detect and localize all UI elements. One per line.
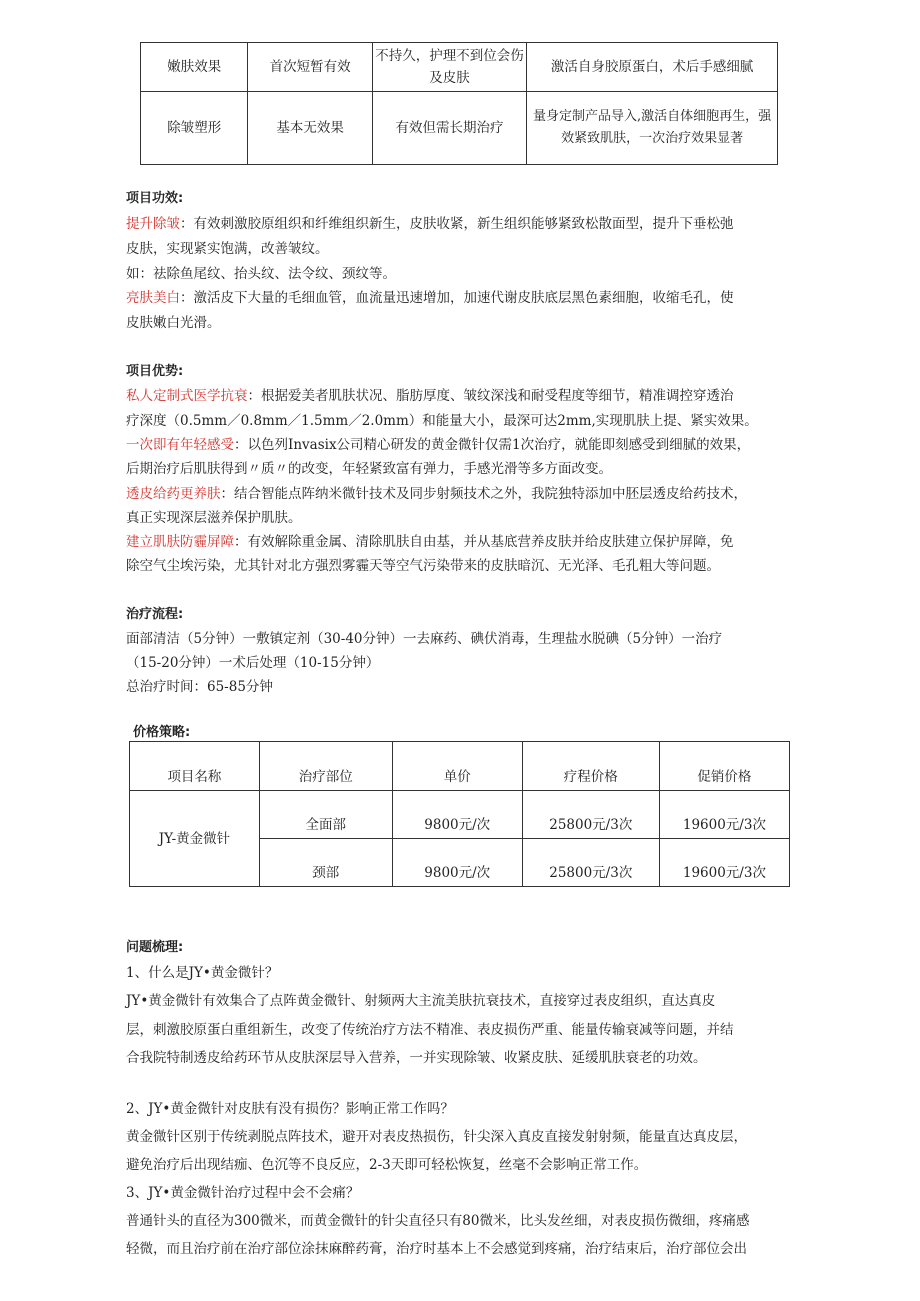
faq-heading: 问题梳理:	[126, 940, 184, 955]
table-cell: 全面部	[259, 791, 392, 839]
table-cell: 19600元/3次	[659, 791, 789, 839]
table-cell: 激活自身胶原蛋白，术后手感细腻	[527, 43, 778, 92]
advantage-label: 一次即有年轻感受	[126, 437, 234, 453]
faq-question: 2、JY•黄金微针对皮肤有没有损伤？影响正常工作吗？	[126, 1101, 454, 1117]
table-header-cell: 疗程价格	[522, 742, 659, 791]
efficacy-item-text: ：激活皮下大量的毛细血管，血流量迅速增加，加速代谢皮肤底层黑色素细胞，收缩毛孔，使	[180, 290, 734, 306]
table-cell: 颈部	[259, 839, 392, 887]
comparison-table	[140, 42, 778, 165]
table-row	[141, 43, 778, 92]
advantage-text-cont: 疗深度（0.5mm／0.8mm／1.5mm／2.0mm）和能量大小，最深可达2mm,实现肌肤上提、紧实效果。	[126, 413, 758, 429]
efficacy-item-text: ：有效刺激胶原组织和纤维组织新生，皮肤收紧，新生组织能够紧致松散面型，提升下垂松弛	[180, 216, 734, 232]
advantages-heading: 项目优势:	[126, 364, 184, 379]
table-cell: 9800元/次	[392, 839, 522, 887]
efficacy-heading: 项目功效:	[126, 191, 184, 206]
efficacy-item-label: 提升除皱	[126, 216, 180, 232]
table-header-row	[130, 742, 790, 791]
faq-answer: 合我院特制透皮给药环节从皮肤深层导入营养，一并实现除皱、收紧皮肤、延缓肌肤衰老的功效。	[126, 1050, 707, 1066]
table-cell: 不持久，护理不到位会伤及皮肤	[372, 43, 526, 92]
faq-answer: 黄金微针区别于传统剥脱点阵技术，避开对表皮热损伤，针尖深入真皮直接发射射频，能量直达真皮层，	[126, 1129, 747, 1145]
table-cell: 首次短暂有效	[248, 43, 372, 92]
advantage-item	[126, 433, 750, 457]
table-cell: 有效但需长期治疗	[372, 92, 526, 165]
table-cell: 除皱塑形	[141, 92, 248, 165]
table-row	[130, 791, 790, 839]
table-row	[141, 92, 778, 165]
process-text: （15-20分钟）一术后处理（10-15分钟）	[126, 655, 380, 671]
table-cell: 25800元/3次	[522, 791, 659, 839]
process-heading: 治疗流程:	[126, 607, 184, 622]
advantage-text-cont: 真正实现深层滋养保护肌肤。	[126, 510, 302, 526]
advantage-text-cont: 除空气尘埃污染，尤其针对北方强烈雾霾天等空气污染带来的皮肤暗沉、无光泽、毛孔粗大等问题。	[126, 558, 720, 574]
table-cell: 基本无效果	[248, 92, 372, 165]
faq-answer: 避免治疗后出现结痂、色沉等不良反应，2-3天即可轻松恢复，丝毫不会影响正常工作。	[126, 1157, 648, 1173]
advantage-label: 透皮给药更养肤	[126, 486, 221, 502]
advantage-text: ：以色列Invasix公司精心研发的黄金微针仅需1次治疗，就能即刻感受到细腻的效果，	[234, 437, 751, 453]
efficacy-item-lift	[126, 212, 734, 236]
advantage-item	[126, 530, 734, 554]
efficacy-item-label: 亮肤美白	[126, 290, 180, 306]
efficacy-item-brighten	[126, 286, 734, 310]
table-header-cell: 单价	[392, 742, 522, 791]
pricing-heading: 价格策略:	[133, 725, 191, 740]
process-total-time: 总治疗时间：65-85分钟	[126, 679, 273, 695]
advantage-text: ：根据爱美者肌肤状况、脂肪厚度、皱纹深浅和耐受程度等细节，精准调控穿透治	[247, 388, 734, 404]
faq-question: 3、JY•黄金微针治疗过程中会不会痛？	[126, 1185, 360, 1201]
faq-question: 1、什么是JY•黄金微针？	[126, 965, 279, 981]
advantage-text: ：有效解除重金属、清除肌肤自由基，并从基底营养皮肤并给皮肤建立保护屏障，免	[234, 534, 734, 550]
advantage-item	[126, 384, 734, 408]
table-cell: 嫩肤效果	[141, 43, 248, 92]
faq-answer: JY•黄金微针有效集合了点阵黄金微针、射频两大主流美肤抗衰技术，直接穿过表皮组织，直达真皮	[126, 993, 716, 1009]
advantage-label: 建立肌肤防霾屏障	[126, 534, 234, 550]
table-cell: 9800元/次	[392, 791, 522, 839]
faq-answer: 普通针头的直径为300微米，而黄金微针的针尖直径只有80微米，比头发丝细，对表皮损伤微细，疼痛感	[126, 1213, 750, 1229]
table-cell: 量身定制产品导入,激活自体细胞再生，强效紧致肌肤，一次治疗效果显著	[527, 92, 778, 165]
table-header-cell: 促销价格	[659, 742, 789, 791]
advantage-label: 私人定制式医学抗衰	[126, 388, 248, 404]
advantage-text: ：结合智能点阵纳米微针技术及同步射频技术之外，我院独特添加中胚层透皮给药技术，	[220, 486, 747, 502]
efficacy-example: 如：祛除鱼尾纹、抬头纹、法令纹、颈纹等。	[126, 266, 396, 282]
pricing-table	[129, 741, 790, 887]
table-header-cell: 治疗部位	[259, 742, 392, 791]
advantage-item	[126, 482, 747, 506]
efficacy-item-text-cont: 皮肤，实现紧实饱满，改善皱纹。	[126, 241, 329, 257]
advantage-text-cont: 后期治疗后肌肤得到〃质〃的改变，年轻紧致富有弹力，手感光滑等多方面改变。	[126, 461, 612, 477]
table-cell: 19600元/3次	[659, 839, 789, 887]
process-text: 面部清洁（5分钟）一敷镇定剂（30-40分钟）一去麻药、碘伏消毒，生理盐水脱碘（5分钟）一治疗	[126, 631, 723, 647]
product-name-cell: JY-黄金微针	[130, 791, 260, 887]
faq-answer: 层，刺激胶原蛋白重组新生，改变了传统治疗方法不精准、表皮损伤严重、能量传输衰减等问题，并结	[126, 1022, 734, 1038]
efficacy-item-text-cont: 皮肤嫩白光滑。	[126, 315, 221, 331]
faq-answer: 轻微，而且治疗前在治疗部位涂抹麻醉药膏，治疗时基本上不会感觉到疼痛，治疗结束后，治疗部位会出	[126, 1241, 747, 1257]
table-cell: 25800元/3次	[522, 839, 659, 887]
table-header-cell: 项目名称	[130, 742, 260, 791]
